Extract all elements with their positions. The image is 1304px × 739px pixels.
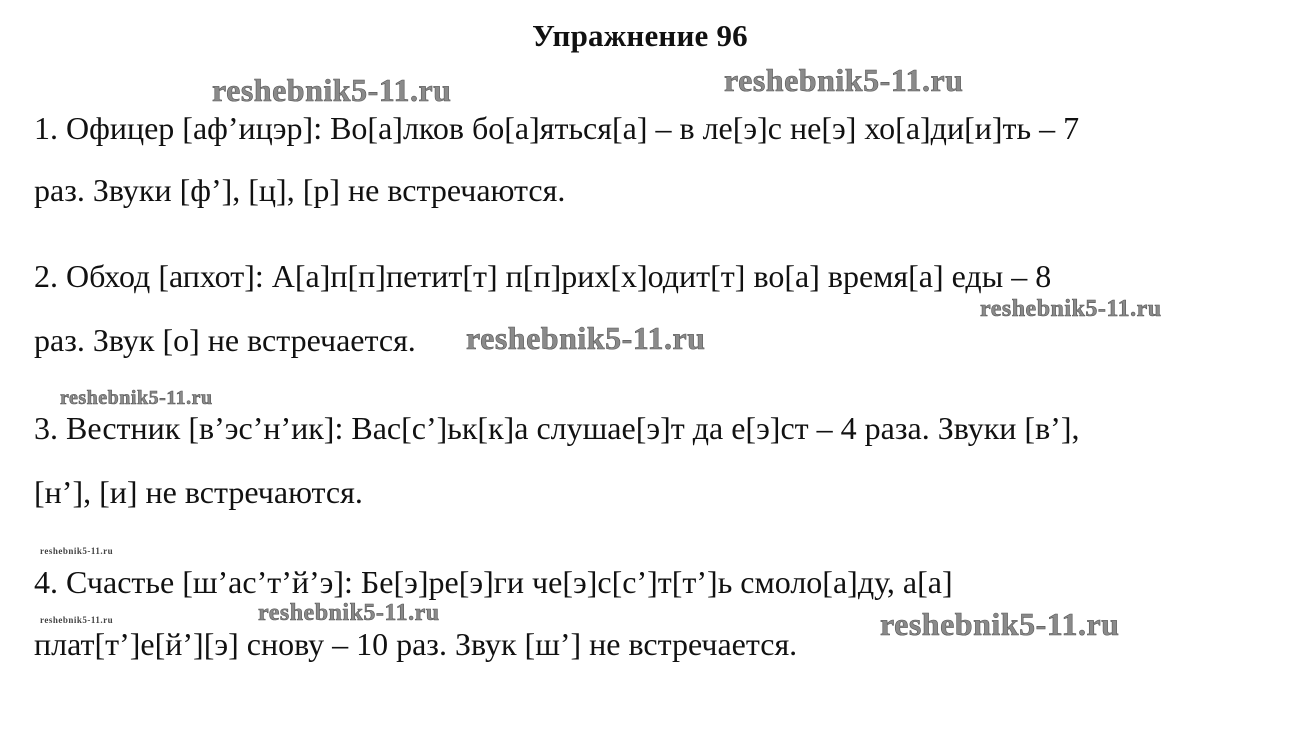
item-2-line-1: 2. Обход [апхот]: А[а]п[п]петит[т] п[п]рих[х]одит[т] во[а] время[а] еды – 8 — [34, 258, 1052, 294]
watermark-logo: reshebnik5-11.ru — [60, 387, 213, 409]
item-4-line-1: 4. Счастье [ш’ас’т’й’э]: Бе[э]ре[э]ги че[э]с[с’]т[т’]ь смоло[а]ду, а[а] — [34, 564, 953, 600]
watermark-logo: reshebnik5-11.ru — [40, 546, 114, 556]
watermark-logo: reshebnik5-11.ru — [40, 615, 114, 625]
exercise-title: Упражнение 96 — [532, 18, 748, 53]
item-4-line-2: плат[т’]е[й’][э] снову – 10 раз. Звук [ш’] не встречается. — [34, 626, 798, 662]
item-2-line-2: раз. Звук [о] не встречается. — [34, 322, 416, 358]
watermark-logo: reshebnik5-11.ru — [258, 600, 440, 626]
watermark-logo: reshebnik5-11.ru — [880, 606, 1120, 642]
item-1-line-2: раз. Звуки [ф’], [ц], [р] не встречаются. — [34, 172, 566, 208]
watermark-logo: reshebnik5-11.ru — [466, 320, 706, 356]
item-3-line-2: [н’], [и] не встречаются. — [34, 474, 363, 510]
watermark-logo: reshebnik5-11.ru — [980, 296, 1162, 322]
watermark-logo: reshebnik5-11.ru — [212, 72, 452, 108]
item-1-line-1: 1. Офицер [аф’ицэр]: Во[а]лков бо[а]яться[а] – в ле[э]с не[э] хо[а]ди[и]ть – 7 — [34, 110, 1080, 146]
item-3-line-1: 3. Вестник [в’эс’н’ик]: Вас[с’]ьк[к]а слушае[э]т да е[э]ст – 4 раза. Звуки [в’], — [34, 410, 1080, 446]
watermark-logo: reshebnik5-11.ru — [724, 62, 964, 98]
